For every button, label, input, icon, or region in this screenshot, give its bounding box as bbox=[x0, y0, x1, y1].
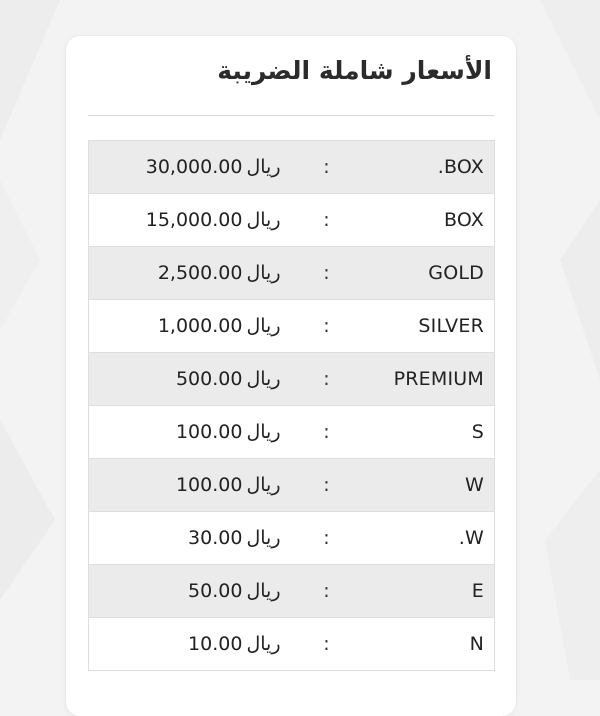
table-row bbox=[89, 194, 495, 247]
price-currency: ريال bbox=[246, 527, 281, 549]
price-currency: ريال bbox=[246, 262, 281, 284]
table-row bbox=[89, 565, 495, 618]
price-cell bbox=[89, 512, 309, 565]
price-cell bbox=[89, 300, 309, 353]
price-currency: ريال bbox=[246, 315, 281, 337]
separator-colon: : bbox=[309, 565, 345, 618]
price-amount: 30.00 bbox=[188, 527, 243, 549]
package-name: PREMIUM bbox=[345, 353, 495, 406]
price-amount: 100.00 bbox=[175, 474, 243, 496]
price-cell bbox=[89, 353, 309, 406]
package-name: SILVER bbox=[345, 300, 495, 353]
table-row bbox=[89, 406, 495, 459]
price-table-body bbox=[89, 141, 495, 671]
table-row bbox=[89, 141, 495, 194]
separator-colon: : bbox=[309, 353, 345, 406]
table-row bbox=[89, 300, 495, 353]
separator-colon: : bbox=[309, 459, 345, 512]
page-title: الأسعار شاملة الضريبة bbox=[217, 56, 492, 85]
package-name: W bbox=[345, 459, 495, 512]
price-amount: 15,000.00 bbox=[145, 209, 243, 231]
package-name: N bbox=[345, 618, 495, 671]
price-amount: 100.00 bbox=[175, 421, 243, 443]
price-card bbox=[66, 36, 516, 716]
package-name: .BOX bbox=[345, 141, 495, 194]
table-row bbox=[89, 353, 495, 406]
price-currency: ريال bbox=[246, 633, 281, 655]
price-table bbox=[88, 140, 495, 671]
price-cell bbox=[89, 565, 309, 618]
separator-colon: : bbox=[309, 512, 345, 565]
price-amount: 50.00 bbox=[188, 580, 243, 602]
price-currency: ريال bbox=[246, 421, 281, 443]
price-cell bbox=[89, 406, 309, 459]
price-currency: ريال bbox=[246, 368, 281, 390]
package-name: BOX bbox=[345, 194, 495, 247]
table-row bbox=[89, 459, 495, 512]
package-name: S bbox=[345, 406, 495, 459]
price-cell bbox=[89, 459, 309, 512]
separator-colon: : bbox=[309, 141, 345, 194]
separator-colon: : bbox=[309, 618, 345, 671]
price-amount: 2,500.00 bbox=[157, 262, 243, 284]
separator-colon: : bbox=[309, 300, 345, 353]
separator-colon: : bbox=[309, 194, 345, 247]
table-row bbox=[89, 618, 495, 671]
price-cell bbox=[89, 194, 309, 247]
package-name: E bbox=[345, 565, 495, 618]
price-currency: ريال bbox=[246, 209, 281, 231]
price-cell bbox=[89, 141, 309, 194]
separator-colon: : bbox=[309, 406, 345, 459]
price-currency: ريال bbox=[246, 580, 281, 602]
price-cell bbox=[89, 247, 309, 300]
price-currency: ريال bbox=[246, 156, 281, 178]
separator-colon: : bbox=[309, 247, 345, 300]
table-row bbox=[89, 247, 495, 300]
price-currency: ريال bbox=[246, 474, 281, 496]
title-divider bbox=[88, 115, 494, 116]
price-amount: 10.00 bbox=[188, 633, 243, 655]
table-row bbox=[89, 512, 495, 565]
price-amount: 1,000.00 bbox=[157, 315, 243, 337]
package-name: .W bbox=[345, 512, 495, 565]
price-amount: 500.00 bbox=[175, 368, 243, 390]
price-amount: 30,000.00 bbox=[145, 156, 243, 178]
package-name: GOLD bbox=[345, 247, 495, 300]
price-cell bbox=[89, 618, 309, 671]
